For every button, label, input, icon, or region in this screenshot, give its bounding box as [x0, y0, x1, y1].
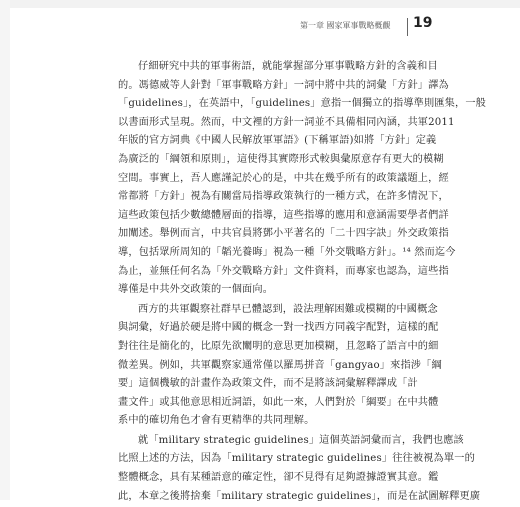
- text-line: 導，包括眾所周知的「韜光養晦」視為一種「外交戰略方針」。¹⁴ 然而迄今: [118, 246, 456, 258]
- text-line: 以書面形式呈現。然而，中文裡的方針一詞並不具備相同內涵，共軍2011: [118, 116, 455, 128]
- text-line: 整體概念，具有某種語意的確定性，卻不見得有足夠證據證實其意。鑑: [118, 472, 439, 484]
- text-line: 與詞彙，好過於硬是將中國的概念一對一找西方同義字配對，這樣的配: [118, 322, 439, 334]
- paragraph-3: [118, 432, 481, 506]
- text-line: 為廣泛的「綱領和原則」，這使得其實際形式較與彙原意存有更大的模糊: [118, 153, 444, 165]
- text-line: 年版的官方詞典《中國人民解放軍軍語》(下稱軍語)如將「方針」定義: [118, 135, 437, 147]
- paragraph-2: [118, 301, 442, 431]
- text-line: 為止，並無任何名為「外交戰略方針」文件資料，而專家也認為，這些指: [118, 265, 449, 277]
- text-line: 微差異。例如，共軍觀察家通常僅以羅馬拼音「gangyao」來指涉「綱: [118, 359, 442, 371]
- text-line: 加闡述。舉例而言，中共官員將鄧小平著名的「二十四字訣」外交政策指: [118, 228, 449, 240]
- text-line: 導僅是中共外交政策的一個面向。: [118, 284, 274, 296]
- text-line: 這些政策包括少數總體層面的指導，這些指導的應用和意涵需要學者們詳: [118, 209, 449, 221]
- text-line: 空間。事實上，吾人應謹記於心的是，中共在幾乎所有的政策議題上，經: [118, 172, 449, 184]
- text-line: 的。馮德威等人針對「軍事戰略方針」一詞中將中共的詞彙「方針」譯為: [118, 79, 449, 91]
- text-line: 此，本章之後將捨棄「military strategic guidelines」，而是在試圖解釋更廣: [118, 490, 481, 502]
- text-line: 西方的共軍觀察社群早已體認到，設法理解困難或模糊的中國概念: [138, 303, 438, 315]
- text-line: 畫文件」或其他意思相近詞語，如此一來，人們對於「綱要」在中共體: [118, 396, 439, 408]
- text-line: 系中的確切角色才會有更精準的共同理解。: [118, 415, 315, 427]
- text-line: 比照上述的方法，因為「military strategic guidelines」往往被視為單一的: [118, 453, 475, 465]
- text-line: 仔細研究中共的軍事術語，就能掌握部分軍事戰略方針的含義和目: [138, 61, 438, 72]
- text-line: 要」這個機敏的計畫作為政策文件，而不是將該詞彙解釋譯成「計: [118, 378, 418, 390]
- body-text: [118, 58, 487, 507]
- header-divider: [407, 18, 408, 36]
- text-line: 對往往是簡化的，比原先欲闡明的意思更加模糊，且忽略了語言中的細: [118, 340, 439, 352]
- text-line: 「guidelines」，在英語中，「guidelines」意指一個獨立的指導準則匯集，一般: [118, 98, 487, 110]
- text-line: 就「military strategic guidelines」這個英語詞彙而言，我們也應該: [138, 434, 464, 446]
- paragraph-1: [118, 58, 487, 300]
- page-edge-left: [0, 0, 10, 500]
- text-line: 常都將「方針」視為有關當局指導政策執行的一種方式，在許多情況下，: [118, 191, 449, 203]
- page-number: 19: [413, 15, 433, 31]
- running-head-chapter-title: 第一章 國家軍事戰略概觀: [300, 21, 391, 30]
- page-edge: [0, 0, 520, 8]
